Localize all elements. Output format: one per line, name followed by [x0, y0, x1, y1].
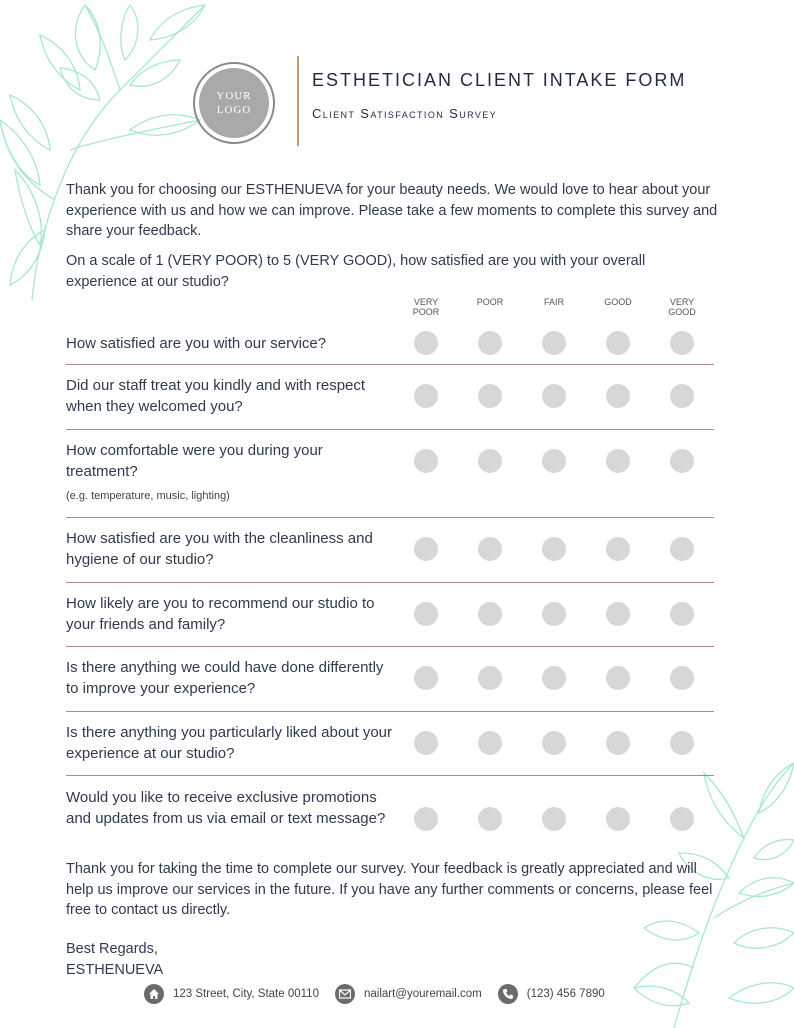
- page-subtitle: Client Satisfaction Survey: [312, 106, 498, 121]
- row-divider: [66, 517, 714, 518]
- rating-radio-2[interactable]: [478, 331, 502, 355]
- column-header-very-poor: VERY POOR: [412, 297, 440, 317]
- rating-radio-4[interactable]: [606, 666, 630, 690]
- home-icon: [144, 984, 164, 1004]
- header-divider: [297, 56, 299, 146]
- footer-address: [144, 984, 319, 1004]
- rating-radio-3[interactable]: [542, 537, 566, 561]
- rating-radio-1[interactable]: [414, 449, 438, 473]
- column-header-good: GOOD: [604, 297, 632, 307]
- column-header-very-good: VERY GOOD: [668, 297, 696, 317]
- question-text: Would you like to receive exclusive promotions and updates from us via email or text message?: [66, 789, 386, 827]
- signature: [66, 939, 163, 980]
- company-name: ESTHENUEVA: [66, 961, 164, 978]
- footer-email: [335, 984, 482, 1004]
- rating-radio-4[interactable]: [606, 384, 630, 408]
- rating-radio-5[interactable]: [670, 449, 694, 473]
- closing-paragraph: Thank you for taking the time to complete our survey. Your feedback is greatly appreciated and will help us improve our services in the future. If you have any further comments or concerns, please feel free to contact us directly.: [66, 861, 713, 918]
- rating-radio-5[interactable]: [670, 731, 694, 755]
- footer-contact: [144, 983, 621, 1005]
- rating-radio-3[interactable]: [542, 384, 566, 408]
- phone-text[interactable]: (123) 456 7890: [526, 988, 605, 1000]
- rating-radio-4[interactable]: [606, 449, 630, 473]
- page-title: ESTHETICIAN CLIENT INTAKE FORM: [312, 70, 687, 90]
- footer-phone: [498, 984, 605, 1004]
- column-header-fair: FAIR: [543, 297, 564, 307]
- question-text: How likely are you to recommend our studio to your friends and family?: [66, 595, 375, 633]
- rating-radio-3[interactable]: [542, 449, 566, 473]
- question-text: Is there anything you particularly liked about your experience at our studio?: [66, 724, 393, 762]
- rating-radio-1[interactable]: [414, 807, 438, 831]
- scale-question: On a scale of 1 (VERY POOR) to 5 (VERY GOOD), how satisfied are you with your overall experience at our studio?: [66, 253, 646, 290]
- rating-radio-4[interactable]: [606, 807, 630, 831]
- rating-radio-2[interactable]: [478, 449, 502, 473]
- row-divider: [66, 711, 714, 712]
- question-text: Did our staff treat you kindly and with respect when they welcomed you?: [66, 377, 366, 415]
- rating-radio-1[interactable]: [414, 537, 438, 561]
- rating-radio-2[interactable]: [478, 666, 502, 690]
- intro-paragraph: Thank you for choosing our ESTHENUEVA for your beauty needs. We would love to hear about your experience with us and how we can improve. Please take a few moments to complete this survey and share your feedback.: [66, 182, 718, 239]
- regards-line: Best Regards,: [66, 941, 158, 957]
- question-text: How satisfied are you with the cleanliness and hygiene of our studio?: [66, 530, 373, 568]
- rating-radio-5[interactable]: [670, 384, 694, 408]
- address-text: 123 Street, City, State 00110: [173, 988, 319, 1000]
- logo-placeholder: [199, 68, 269, 138]
- logo-text-line2: LOGO: [216, 104, 252, 116]
- rating-radio-1[interactable]: [414, 331, 438, 355]
- column-header-poor: POOR: [476, 297, 504, 307]
- logo-text-line1: YOUR: [216, 90, 252, 102]
- rating-radio-3[interactable]: [542, 666, 566, 690]
- rating-radio-4[interactable]: [606, 537, 630, 561]
- row-divider: [66, 582, 714, 583]
- rating-radio-2[interactable]: [478, 731, 502, 755]
- rating-radio-5[interactable]: [670, 331, 694, 355]
- rating-radio-1[interactable]: [414, 666, 438, 690]
- question-text: How comfortable were you during your treatment?: [66, 442, 323, 480]
- rating-radio-4[interactable]: [606, 602, 630, 626]
- rating-radio-3[interactable]: [542, 331, 566, 355]
- question-text: How satisfied are you with our service?: [66, 335, 327, 352]
- rating-radio-4[interactable]: [606, 331, 630, 355]
- rating-radio-5[interactable]: [670, 666, 694, 690]
- rating-radio-2[interactable]: [478, 537, 502, 561]
- rating-radio-5[interactable]: [670, 807, 694, 831]
- rating-radio-2[interactable]: [478, 807, 502, 831]
- question-text: Is there anything we could have done differently to improve your experience?: [66, 659, 384, 697]
- rating-radio-2[interactable]: [478, 602, 502, 626]
- rating-radio-5[interactable]: [670, 537, 694, 561]
- rating-radio-1[interactable]: [414, 602, 438, 626]
- rating-radio-3[interactable]: [542, 731, 566, 755]
- email-text[interactable]: nailart@youremail.com: [363, 988, 482, 1000]
- rating-radio-5[interactable]: [670, 602, 694, 626]
- row-divider: [66, 429, 714, 430]
- row-divider: [66, 646, 714, 647]
- mail-icon: [335, 984, 355, 1004]
- phone-icon: [498, 984, 518, 1004]
- rating-radio-4[interactable]: [606, 731, 630, 755]
- row-divider: [66, 364, 714, 365]
- logo: [193, 62, 275, 144]
- question-note: (e.g. temperature, music, lighting): [66, 490, 230, 502]
- rating-radio-3[interactable]: [542, 807, 566, 831]
- rating-radio-3[interactable]: [542, 602, 566, 626]
- rating-radio-1[interactable]: [414, 384, 438, 408]
- row-divider: [66, 775, 714, 776]
- rating-radio-1[interactable]: [414, 731, 438, 755]
- rating-radio-2[interactable]: [478, 384, 502, 408]
